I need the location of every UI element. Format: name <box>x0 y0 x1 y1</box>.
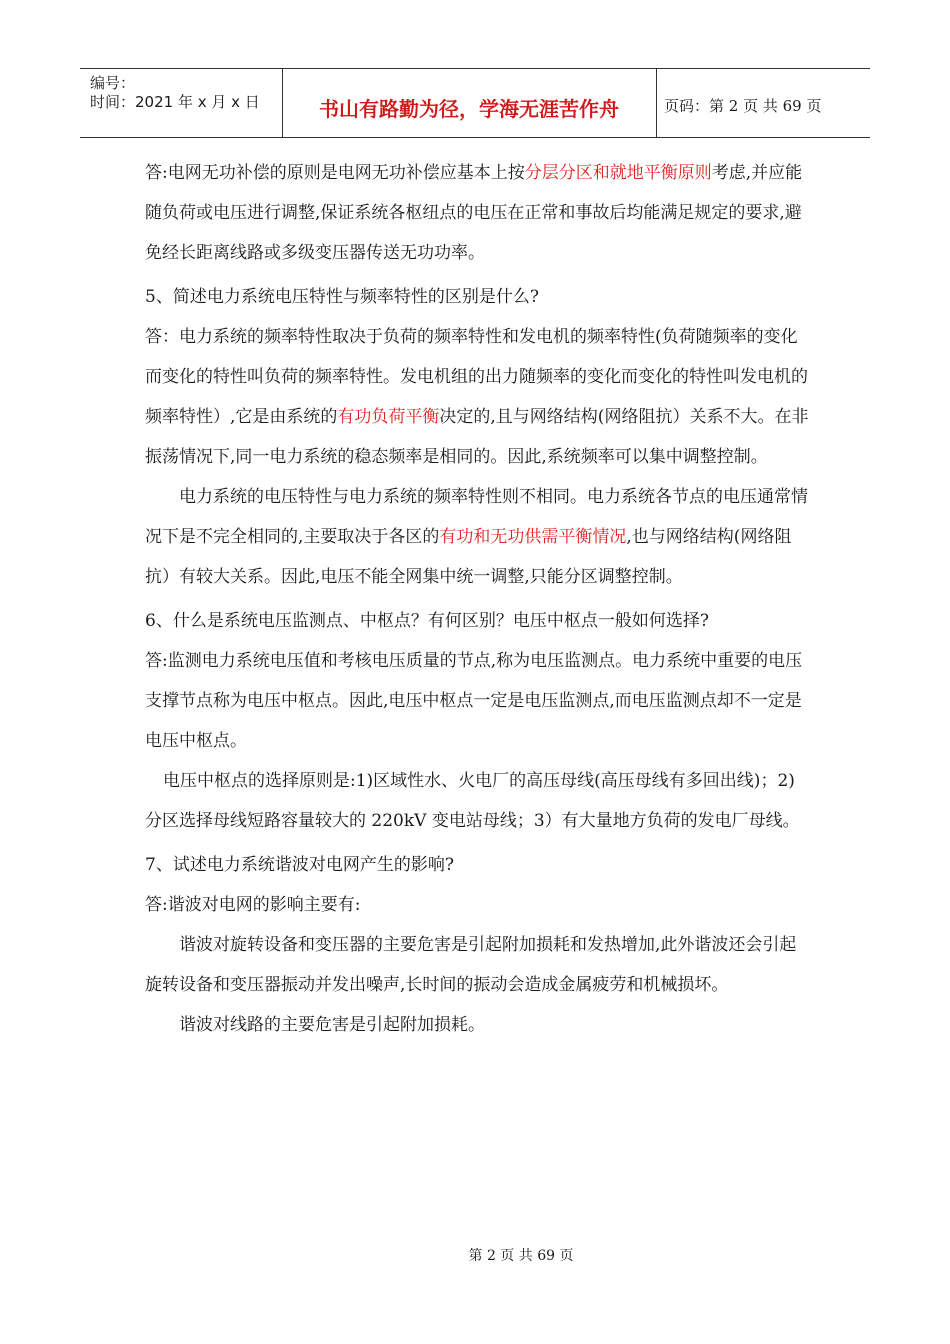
doc-code-label: 编号： <box>90 74 136 92</box>
header-page-info: 页码：第 2 页 共 69 页 <box>664 97 822 115</box>
highlight-text: 分层分区和就地平衡原则 <box>524 163 712 183</box>
header-motto-cell <box>282 69 657 137</box>
header-meta-cell <box>80 69 283 137</box>
page-footer: 第 2 页 共 69 页 <box>468 1248 574 1264</box>
page-header <box>80 68 870 138</box>
answer-4-paragraph: 答:电网无功补偿的原则是电网无功补偿应基本上按分层分区和就地平衡原则考虑,并应能随负荷或电压进行调整,保证系统各枢纽点的电压在正常和事故后均能满足规定的要求,避免经长距离线路或多级变压器传送无功功率。 <box>145 163 803 263</box>
answer-6-paragraph-2: 电压中枢点的选择原则是:1)区域性水、火电厂的高压母线(高压母线有多回出线)；2)分区选择母线短路容量较大的 220kV 变电站母线；3）有大量地方负荷的发电厂母线。 <box>145 771 800 831</box>
question-7: 7、试述电力系统谐波对电网产生的影响? <box>145 855 454 875</box>
question-6: 6、什么是系统电压监测点、中枢点？有何区别？电压中枢点一般如何选择? <box>145 611 709 631</box>
highlight-text: 有功负荷平衡 <box>337 407 440 427</box>
header-motto: 书山有路勤为径，学海无涯苦作舟 <box>319 97 619 121</box>
answer-7-paragraph-3: 谐波对线路的主要危害是引起附加损耗。 <box>179 1015 485 1035</box>
document-body <box>145 153 810 1045</box>
highlight-text: 有功和无功供需平衡情况 <box>439 527 627 547</box>
header-page-cell <box>656 69 870 137</box>
answer-5-paragraph-2: 电力系统的电压特性与电力系统的频率特性则不相同。电力系统各节点的电压通常情况下是不完全相同的,主要取决于各区的有功和无功供需平衡情况,也与网络结构(网络阻抗）有较大关系。因此,电压不能全网集中统一调整,只能分区调整控制。 <box>145 487 808 587</box>
answer-7-paragraph-2: 谐波对旋转设备和变压器的主要危害是引起附加损耗和发热增加,此外谐波还会引起旋转设备和变压器振动并发出噪声,长时间的振动会造成金属疲劳和机械损坏。 <box>145 935 797 995</box>
answer-6-paragraph: 答:监测电力系统电压值和考核电压质量的节点,称为电压监测点。电力系统中重要的电压支撑节点称为电压中枢点。因此,电压中枢点一定是电压监测点,而电压监测点却不一定是电压中枢点。 <box>145 651 803 751</box>
question-5: 5、简述电力系统电压特性与频率特性的区别是什么? <box>145 287 539 307</box>
answer-7-intro: 答:谐波对电网的影响主要有: <box>145 895 361 915</box>
answer-5-paragraph: 答：电力系统的频率特性取决于负荷的频率特性和发电机的频率特性(负荷随频率的变化而变化的特性叫负荷的频率特性。发电机组的出力随频率的变化而变化的特性叫发电机的频率特性）,它是由系统的有功负荷平衡决定的,且与网络结构(网络阻抗）关系不大。在非振荡情况下,同一电力系统的稳态频率是相同的。因此,系统频率可以集中调整控制。 <box>145 327 809 467</box>
doc-date: 时间：2021 年 x 月 x 日 <box>90 93 260 111</box>
